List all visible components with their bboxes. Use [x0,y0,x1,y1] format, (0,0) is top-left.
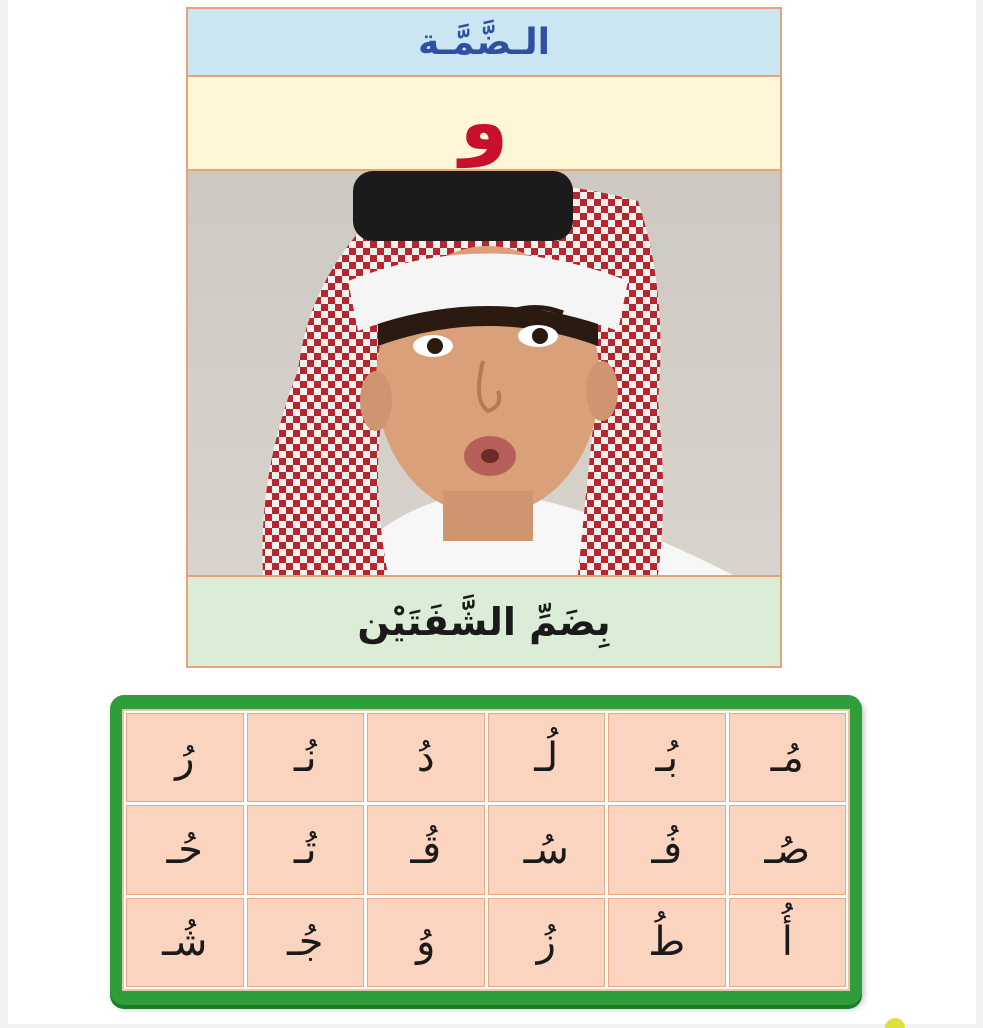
letter-text: مُـ [770,734,804,781]
caption-band [188,577,780,666]
title-band [188,9,780,77]
letters-grid-frame [110,695,862,1005]
letter-cell [247,713,365,802]
letter-cell [488,805,606,894]
lesson-title: الـضَّمَّـة [418,21,550,63]
letter-cell [247,805,365,894]
symbol-band [188,77,780,171]
letter-text: صُـ [764,826,811,873]
letter-text: نُـ [293,734,317,781]
letter-text: شُـ [162,919,208,966]
letter-text: زُ [536,919,556,966]
letter-text: فُـ [651,826,683,873]
letter-cell [729,898,847,987]
damma-symbol: و [459,78,509,168]
lesson-card [186,7,782,668]
boy-photo [188,171,780,577]
letter-text: وُ [416,919,436,966]
letter-cell [367,898,485,987]
letter-cell [729,713,847,802]
letter-text: تُـ [293,826,317,873]
letter-text: حُـ [166,826,203,873]
letter-text: سُـ [523,826,569,873]
letter-cell [608,805,726,894]
letter-cell [126,898,244,987]
letter-cell [488,713,606,802]
letter-text: طُ [648,919,686,966]
letter-text: بُـ [655,734,679,781]
letter-cell [367,713,485,802]
letter-text: لُـ [534,734,559,781]
letter-cell [126,805,244,894]
letter-text: جُـ [287,919,324,966]
boy-illustration [188,171,780,575]
letter-text: أُ [781,919,793,966]
letter-cell [729,805,847,894]
letters-grid [122,709,850,991]
letter-cell [608,713,726,802]
letter-cell [608,898,726,987]
letter-text: دُ [416,734,435,781]
letter-text: رُ [175,734,195,781]
letter-text: قُـ [410,826,442,873]
caption-text: بِضَمِّ الشَّفَتَيْن [357,599,611,644]
letter-cell [126,713,244,802]
letter-cell [247,898,365,987]
letter-cell [367,805,485,894]
letter-cell [488,898,606,987]
